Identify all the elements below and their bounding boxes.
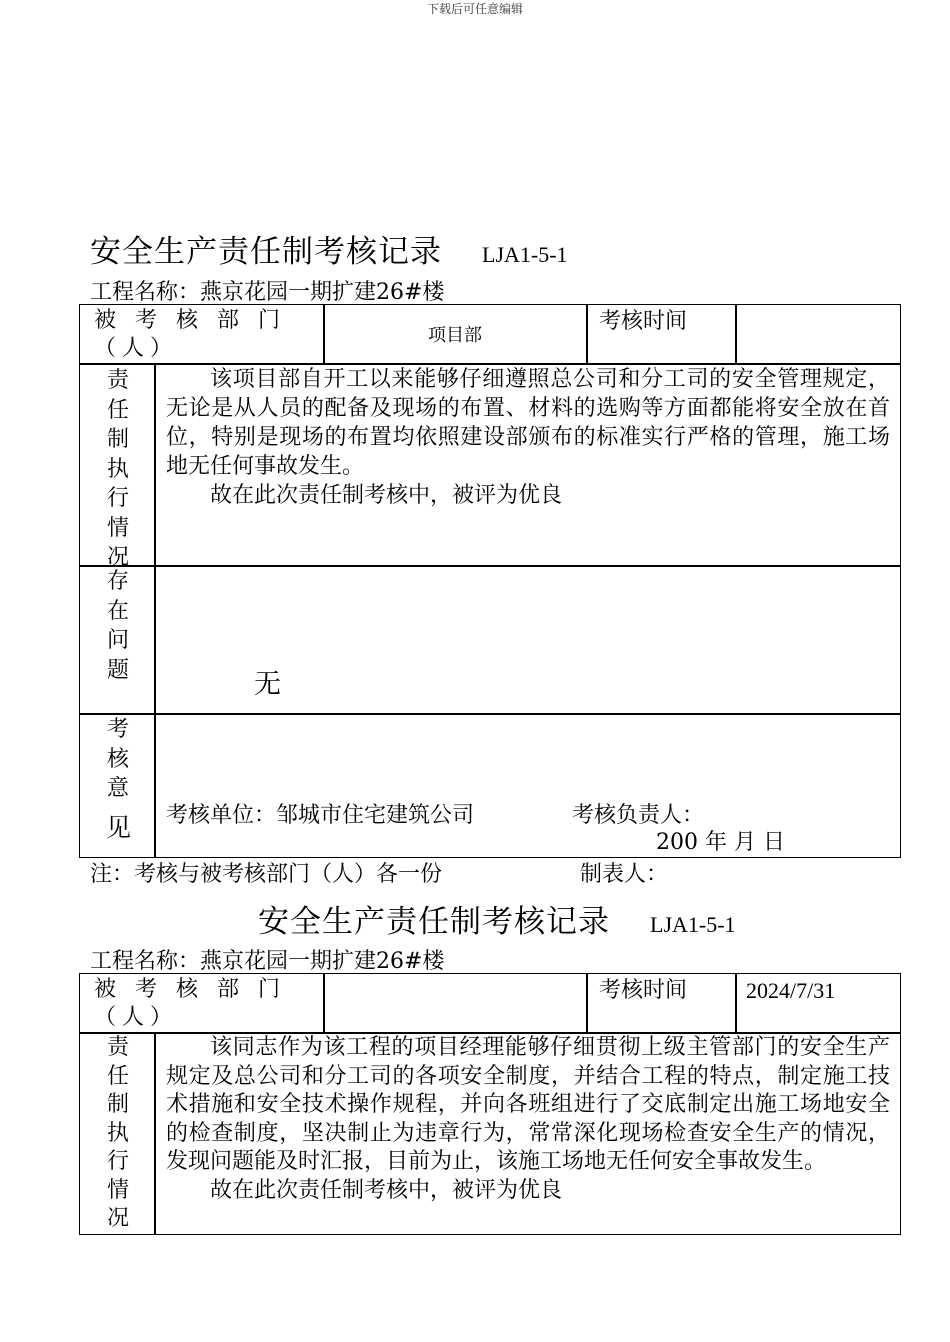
record1-exec-paragraph: 该项目部自开工以来能够仔细遵照总公司和分工司的安全管理规定，无论是从人员的配备及现场的布置、材料的选购等方面都能将安全放在首位，特别是现场的布置均依照建设部颁布的标准实行严格的管理，施工场地无任何事故发生。 (166, 367, 890, 479)
record1-project: 工程名称：燕京花园一期扩建26#楼 (90, 280, 445, 305)
record2-time-value: 2024/7/31 (746, 978, 836, 1003)
record1-date: 200 年 月 日 (656, 830, 785, 855)
record2-exec-text (166, 1034, 890, 1205)
header-note: 下载后可任意编辑 (426, 2, 523, 16)
record2-exec-paragraph: 故在此次责任制考核中，被评为优良 (210, 1177, 563, 1203)
record1-exec-paragraph: 故在此次责任制考核中，被评为优良 (210, 483, 563, 508)
record1-dept-value: 项目部 (428, 325, 482, 346)
record1-code: LJA1-5-1 (482, 242, 568, 267)
record2-project: 工程名称：燕京花园一期扩建26#楼 (90, 949, 445, 974)
record2-code: LJA1-5-1 (650, 912, 736, 937)
record1-title: 安全生产责任制考核记录 (90, 234, 442, 270)
record1-exec-text (166, 365, 890, 510)
record2-table (79, 973, 901, 1235)
record2-dept-label: 被 考 核 部 门（人） (94, 977, 286, 1030)
record2-title: 安全生产责任制考核记录 (258, 904, 610, 940)
record2-title-line (258, 896, 736, 941)
record1-leader: 考核负责人： (572, 803, 705, 828)
record1-unit: 考核单位：邹城市住宅建筑公司 (166, 803, 475, 828)
record1-table (79, 304, 901, 858)
record1-dept-label: 被 考 核 部 门（人） (94, 308, 286, 361)
record2-exec-paragraph: 该同志作为该工程的项目经理能够仔细贯彻上级主管部门的安全生产规定及总公司和分工司的各项安全制度，并结合工程的特点，制定施工技术措施和安全技术操作规程，并向各班组进行了交底制定出施工场地安全的检查制度，坚决制止为违章行为，常常深化现场检查安全生产的情况，发现问题能及时汇报，目前为止，该施工场地无任何安全事故发生。 (166, 1035, 890, 1174)
record2-time-label: 考核时间 (599, 978, 688, 1003)
record1-time-label: 考核时间 (599, 309, 688, 334)
record1-opinion-label: 考核意 (106, 717, 129, 801)
record1-note: 注：考核与被考核部门（人）各一份 (90, 862, 443, 887)
record1-issue-value: 无 (254, 669, 281, 700)
record1-opinion-label-end: 见 (106, 813, 132, 842)
record1-maker: 制表人： (580, 862, 669, 887)
record1-title-line (90, 226, 568, 271)
record1-exec-label: 责任制执行情况 (106, 368, 129, 570)
record2-exec-label: 责任制执行情况 (106, 1035, 129, 1231)
record1-issue-label: 存在问题 (106, 569, 129, 683)
